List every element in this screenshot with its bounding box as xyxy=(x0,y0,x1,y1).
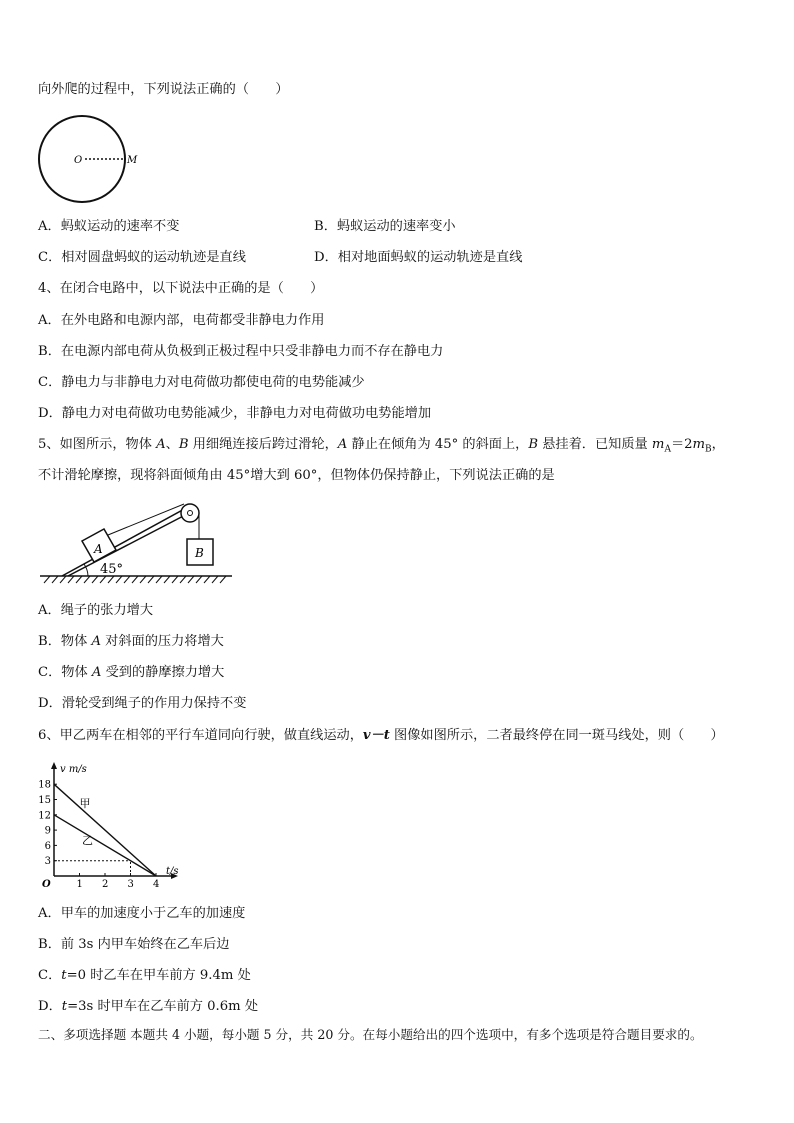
label-M: M xyxy=(127,155,138,166)
series-line-yi xyxy=(54,815,156,876)
y-tick-label: 18 xyxy=(38,779,51,791)
q5-option-a: A．绳子的张力增大 xyxy=(38,603,154,618)
x-tick-label: 1 xyxy=(76,879,83,890)
x-tick-label: 3 xyxy=(127,879,134,890)
x-tick-label: 2 xyxy=(102,879,109,890)
q4-stem: 4、在闭合电路中，以下说法中正确的是（ ） xyxy=(38,281,324,296)
q4-option-c: C．静电力与非静电力对电荷做功都使电荷的电势能减少 xyxy=(38,375,365,390)
q6-option-a: A．甲车的加速度小于乙车的加速度 xyxy=(38,906,246,921)
y-tick-label: 3 xyxy=(44,856,51,868)
y-tick-label: 6 xyxy=(44,840,51,852)
q6-option-b: B．前 3s 内甲车始终在乙车后边 xyxy=(38,937,230,952)
q3-disk-figure xyxy=(36,114,136,206)
q3-option-d: D．相对地面蚂蚁的运动轨迹是直线 xyxy=(314,250,523,265)
q6-stem: 6、甲乙两车在相邻的平行车道同向行驶，做直线运动，v－t 图像如图所示，二者最终停在同一斑马线处，则（ ） xyxy=(38,728,724,743)
section2-heading: 二、多项选择题 本题共 4 小题，每小题 5 分，共 20 分。在每小题给出的四个选项中，有多个选项是符合题目要求的。 xyxy=(38,1027,703,1042)
x-axis-label: t/s xyxy=(166,866,179,877)
block-a-label: A xyxy=(94,542,103,556)
angle-label: 45° xyxy=(100,562,124,577)
y-tick-label: 15 xyxy=(38,795,51,806)
q6-option-d: D．t=3s 时甲车在乙车前方 0.6m 处 xyxy=(38,999,259,1014)
y-tick-label: 9 xyxy=(44,825,51,837)
q5-stem-line2: 不计滑轮摩擦，现将斜面倾角由 45°增大到 60°，但物体仍保持静止，下列说法正确的是 xyxy=(38,468,555,483)
ground-hatching xyxy=(44,576,226,583)
q3-stem-tail: 向外爬的过程中，下列说法正确的（ ） xyxy=(38,82,289,97)
block-b-label: B xyxy=(195,546,204,560)
y-tick-label: 12 xyxy=(38,810,51,822)
label-O: O xyxy=(74,155,83,166)
q5-option-c: C．物体 A 受到的静摩擦力增大 xyxy=(38,665,225,680)
q5-incline-figure xyxy=(38,497,234,589)
q3-option-a: A．蚂蚁运动的速率不变 xyxy=(38,219,180,234)
q3-option-c: C．相对圆盘蚂蚁的运动轨迹是直线 xyxy=(38,250,246,265)
x-tick-label: 4 xyxy=(153,879,160,890)
q6-vt-chart xyxy=(34,760,184,888)
q3-option-b: B．蚂蚁运动的速率变小 xyxy=(314,219,456,234)
q5-stem-line1: 5、如图所示，物体 A、B 用细绳连接后跨过滑轮，A 静止在倾角为 45° 的斜面上，B 悬挂着．已知质量 $m_A=2m_B$， xyxy=(38,437,725,455)
q4-option-a: A．在外电路和电源内部，电荷都受非静电力作用 xyxy=(38,313,325,328)
q4-option-b: B．在电源内部电荷从负极到正极过程中只受非静电力而不存在静电力 xyxy=(38,344,444,359)
q4-option-d: D．静电力对电荷做功电势能减少，非静电力对电荷做功电势能增加 xyxy=(38,406,432,421)
incline-surface xyxy=(62,507,188,576)
series-label-yi: 乙 xyxy=(82,833,94,847)
y-axis-label: v m/s xyxy=(60,764,87,775)
pulley xyxy=(181,504,199,522)
series-label-jia: 甲 xyxy=(79,797,91,811)
q5-option-d: D．滑轮受到绳子的作用力保持不变 xyxy=(38,696,247,711)
y-axis-arrow xyxy=(51,762,57,769)
q5-option-b: B．物体 A 对斜面的压力将增大 xyxy=(38,634,224,649)
q6-option-c: C．t=0 时乙车在甲车前方 9.4m 处 xyxy=(38,968,251,983)
origin-label: O xyxy=(42,879,51,890)
series-line-jia xyxy=(54,784,156,876)
